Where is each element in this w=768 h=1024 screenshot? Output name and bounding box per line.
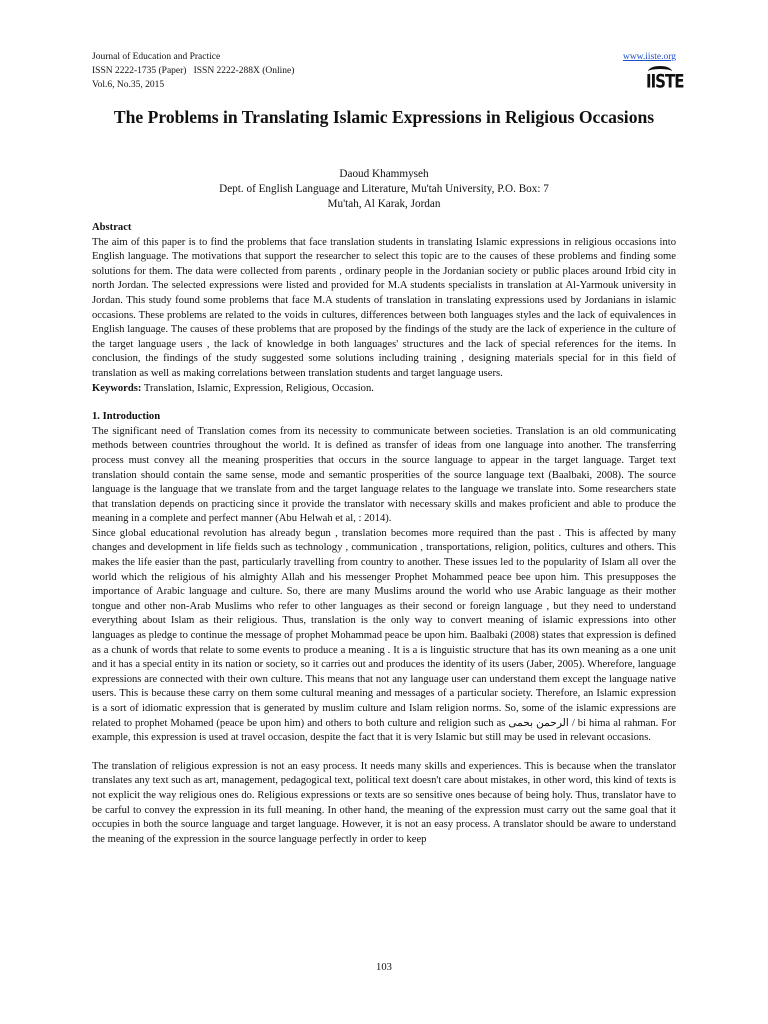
intro-paragraph-2 <box>92 527 676 746</box>
logo-text: IISTE <box>646 70 684 93</box>
intro-paragraph-1: The significant need of Translation comes from its necessity to communicate between societies. Translation is an old communicating methods between countries throughout the world. It is defined as transfer of ideas from one language into another. The transferring process must convey all the meaning prosperities that occurs in the source language to appear in the target language. Target text translation should contain the same sense, mode and semantic prosperities of the source language text (Baalbaki, 2008). The source language is the language that we translate from and the target language relates to the language we translate into. Some researchers state that translation depends on practicing since it provide the translator with necessary skills and makes proficient and able to produce the meaning in a complete and perfect manner (Abu Helwah et al, : 2014). <box>92 425 676 525</box>
journal-header <box>92 50 684 98</box>
introduction-heading: 1. Introduction <box>92 411 161 423</box>
journal-issn: ISSN 2222-1735 (Paper) ISSN 2222-288X (Online) <box>92 66 295 76</box>
author-affiliation-1: Dept. of English Language and Literature, Mu'tah University, P.O. Box: 7 <box>219 183 549 195</box>
page-number: 103 <box>376 962 392 973</box>
author-block <box>92 167 676 212</box>
iiste-logo <box>646 66 684 93</box>
author-affiliation-2: Mu'tah, Al Karak, Jordan <box>327 198 441 210</box>
journal-info <box>92 50 294 92</box>
journal-volume: Vol.6, No.35, 2015 <box>92 80 165 90</box>
intro-paragraph-2-text-a: Since global educational revolution has already begun , translation becomes more required than the past . This is affected by many changes and development in life fields such as technology , communication , transportations, religion, politics, cultures and others. This makes the life easier than the past, particularly travelling from country to another. These issues led to the popularity of Islam all over the world which the religious of his almighty Allah and his messenger Prophet Mohammed peace bee upon him. This presupposes the importance of Arabic language and culture. So, there are many Muslims around the world who use Arabic language as their mother tongue and other non-Arab Muslims who refer to other languages as their second or foreign language , but they need to understand everything about Islam as their religious. Thus, translation is the only way to convert meaning of islamic expressions into other languages as pledge to continue the message of prophet Mohammad peace be upon him. Baalbaki (2008) states that expression is defined as a chunk of words that relate to some events to produce a meaning . It is a is linguistic structure that has its own meaning as a one unit and it has a special entity in its nation or society, so it carries out and produces the identity of its users (Jaber, 2005). Wherefore, language expressions are connected with their own culture. This means that not any language user can understand them except the language native users. This is because these carry on them some cultural meaning and messages of a particular society. Therefore, an Islamic expression is a sort of idiomatic expression that is generated by muslim culture and Islam religion norms. So, some of the islamic expressions are related to prophet Mohamed (peace be upon him) and others to both culture and religion such as <box>92 527 676 729</box>
abstract-text: The aim of this paper is to find the problems that face translation students in translating Islamic expressions in religious occasions into English language. The motivations that support the researcher to select this topic are to the causes of these problems and finding some solutions for them. The data were collected from parents , ordinary people in the Jordanian society or public places around Irbid city in north Jordan. The selected expressions were listed and provided for M.A students specialists in translation at Al-Yarmouk university in Jordan. This study found some problems that face M.A students of translation in translating expressions used by Jordanians in islamic occasions. These problems are related to the voids in cultures, differences between both languages styles and the lack of equivalences in English language. The causes of these problems that are proposed by the findings of the study are the lack of experience in the culture of the target language users , the lack of knowledge in both languages' structures and the lack of special references for the items. In conclusion, the findings of the study suggested some solutions including training , designing materials special for in this field of translation as well as making correlations between translation students and target language users. <box>92 236 676 379</box>
author-name: Daoud Khammyseh <box>339 168 429 180</box>
paper-body <box>92 221 676 847</box>
keywords-values: Translation, Islamic, Expression, Religious, Occasion. <box>141 382 374 394</box>
keywords-label: Keywords: <box>92 382 142 394</box>
arabic-phrase: الرحمن بحمى <box>508 717 569 729</box>
journal-url-link[interactable]: www.iiste.org <box>622 52 676 62</box>
journal-name: Journal of Education and Practice <box>92 52 221 62</box>
journal-branding <box>622 50 684 97</box>
intro-paragraph-2-text-b: / bi hima al rahman. For example, this expression is used at travel occasion, despite the fact that it is very Islamic but still may be used in relevant occasions. <box>92 717 676 744</box>
intro-paragraph-3: The translation of religious expression is not an easy process. It needs many skills and experiences. This is because when the translator translates any text such as art, management, pedagogical text, political text doesn't care about mistakes, in other word, this kind of texts is not explicit the way religious ones do. Religious expressions or texts are so sensitive ones because of being holy. Thus, translator have to be carful to convey the expression in its full meaning. In other hand, the meaning of the expression must carry out the same goal that it occupies in both the source language and target language. However, it is not an easy process. A translator should be aware to understand the meaning of the expression in the source language perfectly in order to keep <box>92 760 676 845</box>
paper-title: The Problems in Translating Islamic Expressions in Religious Occasions <box>113 107 655 127</box>
abstract-heading: Abstract <box>92 222 132 233</box>
keywords-line <box>92 382 676 397</box>
